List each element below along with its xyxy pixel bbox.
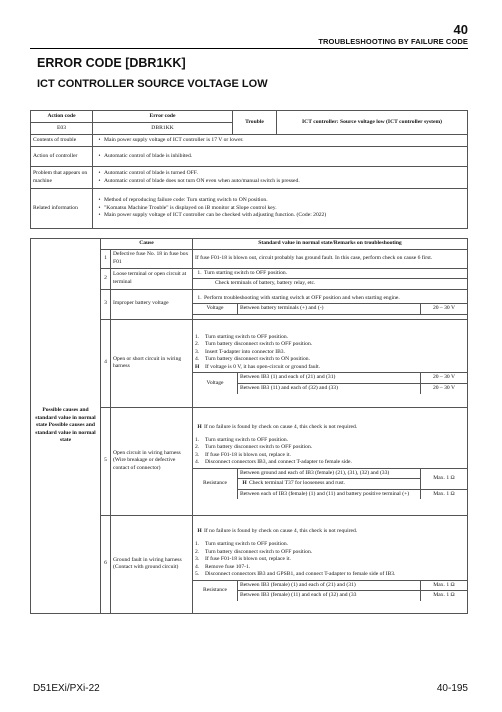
resistance-table bbox=[193, 580, 467, 601]
step-item: Check terminals of battery, battery relay, etc. bbox=[215, 280, 316, 287]
cause-text: Ground fault in wiring harness (Contact with ground circuit) bbox=[111, 515, 193, 613]
step-item: 4. Remove fuse 107-1. bbox=[195, 563, 251, 570]
measure-point: Between ground and each of IB3 (female) (21), (31), (32) and (33) bbox=[238, 468, 421, 479]
col-action-code: Action code bbox=[31, 111, 93, 123]
note-item: H If no failure is found by check on cause 4, this check is not required. bbox=[197, 423, 358, 430]
standard-value: 20 – 30 V bbox=[421, 373, 468, 384]
cause-number: 4 bbox=[101, 319, 111, 407]
measure-point: Between each of IB3 (female) (1) and (11) and battery positive terminal (+) bbox=[238, 489, 421, 499]
cause-text: Open circuit in wiring harness (Wire breakage or defective contact of connector) bbox=[111, 407, 193, 515]
cause-number: 6 bbox=[101, 515, 111, 613]
bullet-item: • Method of reproducing failure code: Turn starting switch to ON position. bbox=[98, 197, 268, 204]
col-trouble: Trouble bbox=[233, 111, 277, 135]
note-item: H If no failure is found by check on cause 4, this check is not required. bbox=[197, 528, 358, 535]
cause-text: Loose terminal or open circuit at terminal bbox=[111, 268, 193, 289]
cause-table bbox=[30, 238, 468, 614]
col-error-code: Error code bbox=[93, 111, 233, 123]
trouble-text: ICT controller: Source voltage low (ICT controller system) bbox=[277, 111, 468, 135]
standard-value: 20 – 30 V bbox=[421, 304, 468, 315]
row-label: Problem that appears on machine bbox=[31, 167, 93, 189]
row-label: Contents of trouble bbox=[31, 135, 93, 147]
cause-number: 5 bbox=[101, 407, 111, 515]
step-item: 1. Turn starting switch to OFF position. bbox=[195, 436, 289, 443]
measure-point: Between IB3 (female) (1) and each of (21) and (31) bbox=[238, 580, 421, 591]
step-item: 2. Turn battery disconnect switch to OFF position. bbox=[195, 341, 313, 348]
step-item: 2. Turn battery disconnect switch to OFF position. bbox=[195, 548, 313, 555]
step-list bbox=[193, 540, 467, 580]
error-code-value: DBR1KK bbox=[93, 123, 233, 135]
note-item: H Check terminal T37 for looseness and rust. bbox=[242, 480, 346, 487]
resistance-label: Resistance bbox=[193, 580, 238, 601]
error-code-heading: ERROR CODE [DBR1KK] bbox=[37, 56, 186, 70]
step-item: 5. Disconnect connectors IB3 and GPSB1, and connect T-adapter to female side of IB3. bbox=[195, 571, 396, 578]
action-code-value: E03 bbox=[31, 123, 93, 135]
bullet-item: • Main power supply voltage of ICT controller can be checked with adjusting function. (Code: 2022) bbox=[98, 212, 327, 219]
voltage-label: Voltage bbox=[193, 373, 238, 394]
step-item: 1. Turn starting switch to OFF position. bbox=[195, 333, 289, 340]
step-item: 3. If fuse F01-18 is blown out, replace it. bbox=[195, 451, 291, 458]
voltage-label: Voltage bbox=[193, 304, 238, 315]
measure-point: Between IB3 (11) and each of (32) and (33) bbox=[238, 384, 421, 394]
section-title: TROUBLESHOOTING BY FAILURE CODE bbox=[318, 37, 468, 46]
footer-model: D51EXi/PXi-22 bbox=[33, 683, 100, 694]
page-number: 40 bbox=[453, 22, 468, 37]
bullet-item: • "Komatsu Machine Trouble" is displayed on iB monitor at Slope control key. bbox=[98, 204, 277, 211]
step-item: 4. Turn battery disconnect switch to ON position. bbox=[195, 356, 310, 363]
resistance-table bbox=[193, 468, 467, 500]
standard-value: 20 – 30 V bbox=[421, 384, 468, 394]
step-item: 1. Turn starting switch to OFF position. bbox=[197, 269, 288, 276]
header-divider bbox=[30, 48, 468, 49]
header-cause: Cause bbox=[101, 239, 193, 250]
cause-text: Open or short circuit in wiring harness bbox=[111, 319, 193, 407]
cause-text: Defective fuse No. 18 in fuse box F01 bbox=[111, 249, 193, 268]
error-info-table bbox=[30, 110, 468, 229]
step-item: 2. Turn battery disconnect switch to OFF position. bbox=[195, 444, 313, 451]
standard-value: Max. 1 Ω bbox=[421, 580, 468, 591]
footer-page-number: 40-195 bbox=[436, 683, 468, 694]
step-item: 1. Turn starting switch to OFF position. bbox=[195, 541, 289, 547]
error-title-heading: ICT CONTROLLER SOURCE VOLTAGE LOW bbox=[37, 78, 268, 90]
step-item: 1. Perform troubleshooting with starting switch at OFF position and when starting engine. bbox=[197, 294, 400, 301]
step-item: 3. Insert T-adapter into connector IB3. bbox=[195, 348, 285, 355]
resistance-label: Resistance bbox=[193, 468, 238, 499]
header-standard: Standard value in normal state/Remarks on troubleshooting bbox=[193, 239, 468, 250]
step-item: H If voltage is 0 V, it has open-circuit or ground fault. bbox=[195, 363, 321, 370]
bullet-item: • Main power supply voltage of ICT controller is 17 V or lower. bbox=[98, 136, 244, 143]
voltage-table bbox=[193, 303, 467, 315]
cause-number: 1 bbox=[101, 249, 111, 268]
row-label: Related information bbox=[31, 189, 93, 229]
cause-number: 2 bbox=[101, 268, 111, 289]
bullet-item: • Automatic control of blade is inhibited. bbox=[98, 152, 193, 159]
row-label: Action of controller bbox=[31, 147, 93, 167]
step-list bbox=[193, 436, 467, 468]
possible-causes-label: Possible causes and standard value in normal state Possible causes and standard value in normal state bbox=[31, 239, 101, 614]
step-item: 3. If fuse F01-18 is blown out, replace it. bbox=[195, 556, 291, 563]
measure-point: Between battery terminals (+) and (-) bbox=[238, 304, 421, 315]
standard-value: Max. 1 Ω bbox=[421, 489, 468, 499]
standard-value: Max. 1 Ω bbox=[421, 591, 468, 601]
step-item: 4. Disconnect connectors IB3, and connect T-adapter to female side. bbox=[195, 459, 352, 466]
bullet-item: • Automatic control of blade is turned OFF. bbox=[98, 169, 198, 176]
voltage-table bbox=[193, 372, 467, 393]
standard-value: Max. 1 Ω bbox=[421, 468, 468, 489]
cause-number: 3 bbox=[101, 289, 111, 319]
cause-remark: If fuse F01-18 is blown out, circuit probably has ground fault. In this case, perform check on cause 6 first. bbox=[193, 249, 468, 268]
measure-point: Between IB3 (1) and each of (21) and (31) bbox=[238, 373, 421, 384]
step-list bbox=[193, 333, 467, 373]
measure-point: Between IB3 (female) (11) and each of (32) and (33 bbox=[238, 591, 421, 601]
bullet-item: • Automatic control of blade does not turn ON even when auto/manual switch is pressed. bbox=[98, 177, 300, 184]
cause-text: Improper battery voltage bbox=[111, 289, 193, 319]
